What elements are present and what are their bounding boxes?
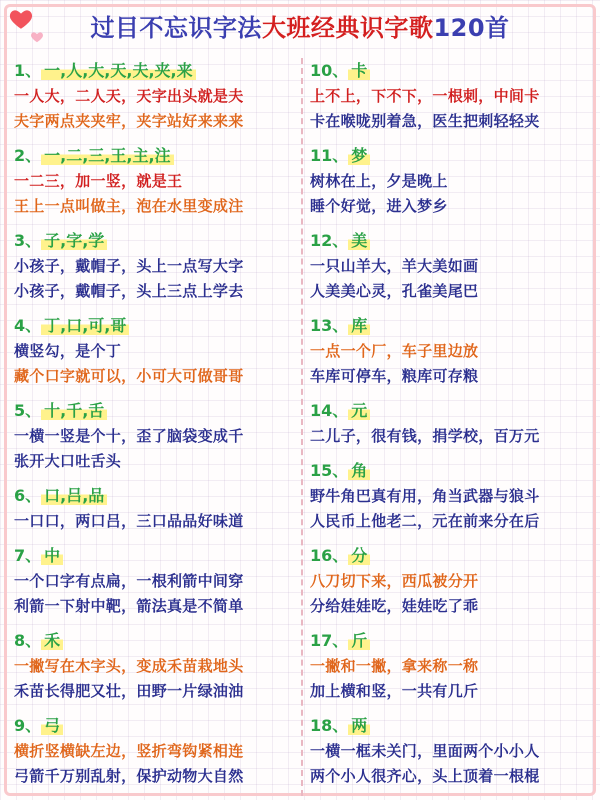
rhyme-characters: 一,二,三,王,主,注 xyxy=(41,146,173,165)
rhyme-title xyxy=(310,58,600,84)
rhyme-title xyxy=(14,628,304,654)
rhyme-item xyxy=(14,228,304,304)
rhyme-item xyxy=(310,458,600,534)
rhyme-title xyxy=(310,398,600,424)
rhyme-characters: 角 xyxy=(348,461,370,480)
rhyme-characters: 元 xyxy=(348,401,370,420)
rhyme-item xyxy=(14,483,304,534)
rhyme-line: 一横一竖是个十，歪了脑袋变成千 xyxy=(14,427,244,445)
rhyme-line: 一只山羊大，羊大美如画 xyxy=(310,257,479,275)
rhyme-line: 小孩子，戴帽子，头上三点上学去 xyxy=(14,282,244,300)
rhyme-line: 野牛角巴真有用，角当武器与狼斗 xyxy=(310,487,540,505)
rhyme-item xyxy=(14,398,304,474)
rhyme-item xyxy=(14,628,304,704)
rhyme-number: 14、 xyxy=(310,401,349,420)
rhyme-line: 一横一框未关门，里面两个小小人 xyxy=(310,742,540,760)
rhyme-title xyxy=(310,713,600,739)
rhyme-line: 一个口字有点扁，一根利箭中间穿 xyxy=(14,572,244,590)
rhyme-number: 3、 xyxy=(14,231,42,250)
rhyme-line: 王上一点叫做主，泡在水里变成注 xyxy=(14,197,244,215)
rhyme-item xyxy=(14,713,304,789)
rhyme-title xyxy=(310,458,600,484)
rhyme-line: 上不上，下不下，一根刺，中间卡 xyxy=(310,87,540,105)
rhyme-line: 横折竖横缺左边，竖折弯钩紧相连 xyxy=(14,742,244,760)
rhyme-item xyxy=(310,313,600,389)
rhyme-title xyxy=(310,313,600,339)
rhyme-characters: 梦 xyxy=(348,146,370,165)
rhyme-characters: 口,吕,品 xyxy=(41,486,107,505)
rhyme-line: 车库可停车，粮库可存粮 xyxy=(310,367,479,385)
rhyme-characters: 斤 xyxy=(348,631,370,650)
rhyme-title xyxy=(14,483,304,509)
rhyme-number: 15、 xyxy=(310,461,349,480)
rhyme-number: 4、 xyxy=(14,316,42,335)
rhyme-line: 人美美心灵，孔雀美尾巴 xyxy=(310,282,479,300)
title-part-1: 过目不忘识字法 xyxy=(90,14,262,42)
title-part-2: 大班经典识字歌 xyxy=(261,14,434,42)
rhyme-line: 二儿子，很有钱，捐学校，百万元 xyxy=(310,427,540,445)
rhyme-line: 横竖勾，是个丁 xyxy=(14,342,122,360)
rhyme-title xyxy=(14,543,304,569)
rhyme-item xyxy=(310,713,600,789)
rhyme-number: 17、 xyxy=(310,631,349,650)
rhyme-line: 一二三，加一竖，就是王 xyxy=(14,172,183,190)
rhyme-number: 7、 xyxy=(14,546,42,565)
rhyme-line: 加上横和竖，一共有几斤 xyxy=(310,682,479,700)
rhyme-number: 2、 xyxy=(14,146,42,165)
rhyme-title xyxy=(310,228,600,254)
rhyme-title xyxy=(310,628,600,654)
rhyme-title xyxy=(310,543,600,569)
rhyme-number: 16、 xyxy=(310,546,349,565)
rhyme-item xyxy=(310,143,600,219)
rhyme-line: 藏个口字就可以，小可大可做哥哥 xyxy=(14,367,244,385)
rhyme-item xyxy=(14,58,304,134)
rhyme-number: 10、 xyxy=(310,61,349,80)
rhyme-characters: 库 xyxy=(348,316,370,335)
rhyme-characters: 弓 xyxy=(41,716,63,735)
rhyme-item xyxy=(14,543,304,619)
rhyme-characters: 卡 xyxy=(348,61,370,80)
rhyme-line: 两个小人很齐心，头上顶着一根棍 xyxy=(310,767,540,785)
rhyme-number: 1、 xyxy=(14,61,42,80)
rhyme-line: 树林在上，夕是晚上 xyxy=(310,172,448,190)
rhyme-title xyxy=(14,58,304,84)
rhyme-line: 弓箭千万别乱射，保护动物大自然 xyxy=(14,767,244,785)
rhyme-number: 11、 xyxy=(310,146,349,165)
rhyme-number: 9、 xyxy=(14,716,42,735)
title-part-3: 120首 xyxy=(433,14,510,42)
rhyme-characters: 子,字,学 xyxy=(41,231,107,250)
rhyme-item xyxy=(310,228,600,304)
rhyme-item xyxy=(14,143,304,219)
rhyme-title xyxy=(14,313,304,339)
rhyme-item xyxy=(310,398,600,449)
rhyme-line: 一口口，两口吕，三口品品好味道 xyxy=(14,512,244,530)
rhyme-title xyxy=(14,713,304,739)
rhyme-number: 5、 xyxy=(14,401,42,420)
rhyme-title xyxy=(14,398,304,424)
rhyme-line: 卡在喉咙别着急，医生把刺轻轻夹 xyxy=(310,112,540,130)
rhyme-characters: 中 xyxy=(41,546,63,565)
rhyme-line: 分给娃娃吃，娃娃吃了乖 xyxy=(310,597,479,615)
rhyme-line: 睡个好觉，进入梦乡 xyxy=(310,197,448,215)
rhyme-line: 一点一个厂，车子里边放 xyxy=(310,342,479,360)
rhyme-characters: 美 xyxy=(348,231,370,250)
rhyme-number: 6、 xyxy=(14,486,42,505)
rhyme-title xyxy=(310,143,600,169)
rhyme-line: 八刀切下来，西瓜被分开 xyxy=(310,572,479,590)
rhyme-line: 人民币上他老二，元在前来分在后 xyxy=(310,512,540,530)
rhyme-line: 一撇写在木字头，变成禾苗栽地头 xyxy=(14,657,244,675)
rhyme-line: 禾苗长得肥又壮，田野一片绿油油 xyxy=(14,682,244,700)
rhyme-characters: 一,人,大,天,夫,夹,来 xyxy=(41,61,195,80)
rhyme-line: 张开大口吐舌头 xyxy=(14,452,122,470)
rhyme-line: 一人大，二人天，天字出头就是夫 xyxy=(14,87,244,105)
rhyme-characters: 两 xyxy=(348,716,370,735)
rhyme-line: 利箭一下射中靶，箭法真是不简单 xyxy=(14,597,244,615)
rhyme-line: 夫字两点夹夹牢，夹字站好来来来 xyxy=(14,112,244,130)
rhyme-title xyxy=(14,228,304,254)
rhyme-line: 小孩子，戴帽子，头上一点写大字 xyxy=(14,257,244,275)
page-title xyxy=(0,8,600,48)
rhyme-characters: 禾 xyxy=(41,631,63,650)
rhyme-number: 12、 xyxy=(310,231,349,250)
rhyme-title xyxy=(14,143,304,169)
rhyme-item xyxy=(310,58,600,134)
rhyme-number: 13、 xyxy=(310,316,349,335)
rhyme-item xyxy=(310,543,600,619)
rhyme-characters: 丁,口,可,哥 xyxy=(41,316,129,335)
rhyme-characters: 分 xyxy=(348,546,370,565)
rhyme-characters: 十,千,舌 xyxy=(41,401,107,420)
rhyme-line: 一撇和一撇，拿来称一称 xyxy=(310,657,479,675)
rhyme-number: 18、 xyxy=(310,716,349,735)
rhyme-number: 8、 xyxy=(14,631,42,650)
rhyme-item xyxy=(14,313,304,389)
rhyme-item xyxy=(310,628,600,704)
